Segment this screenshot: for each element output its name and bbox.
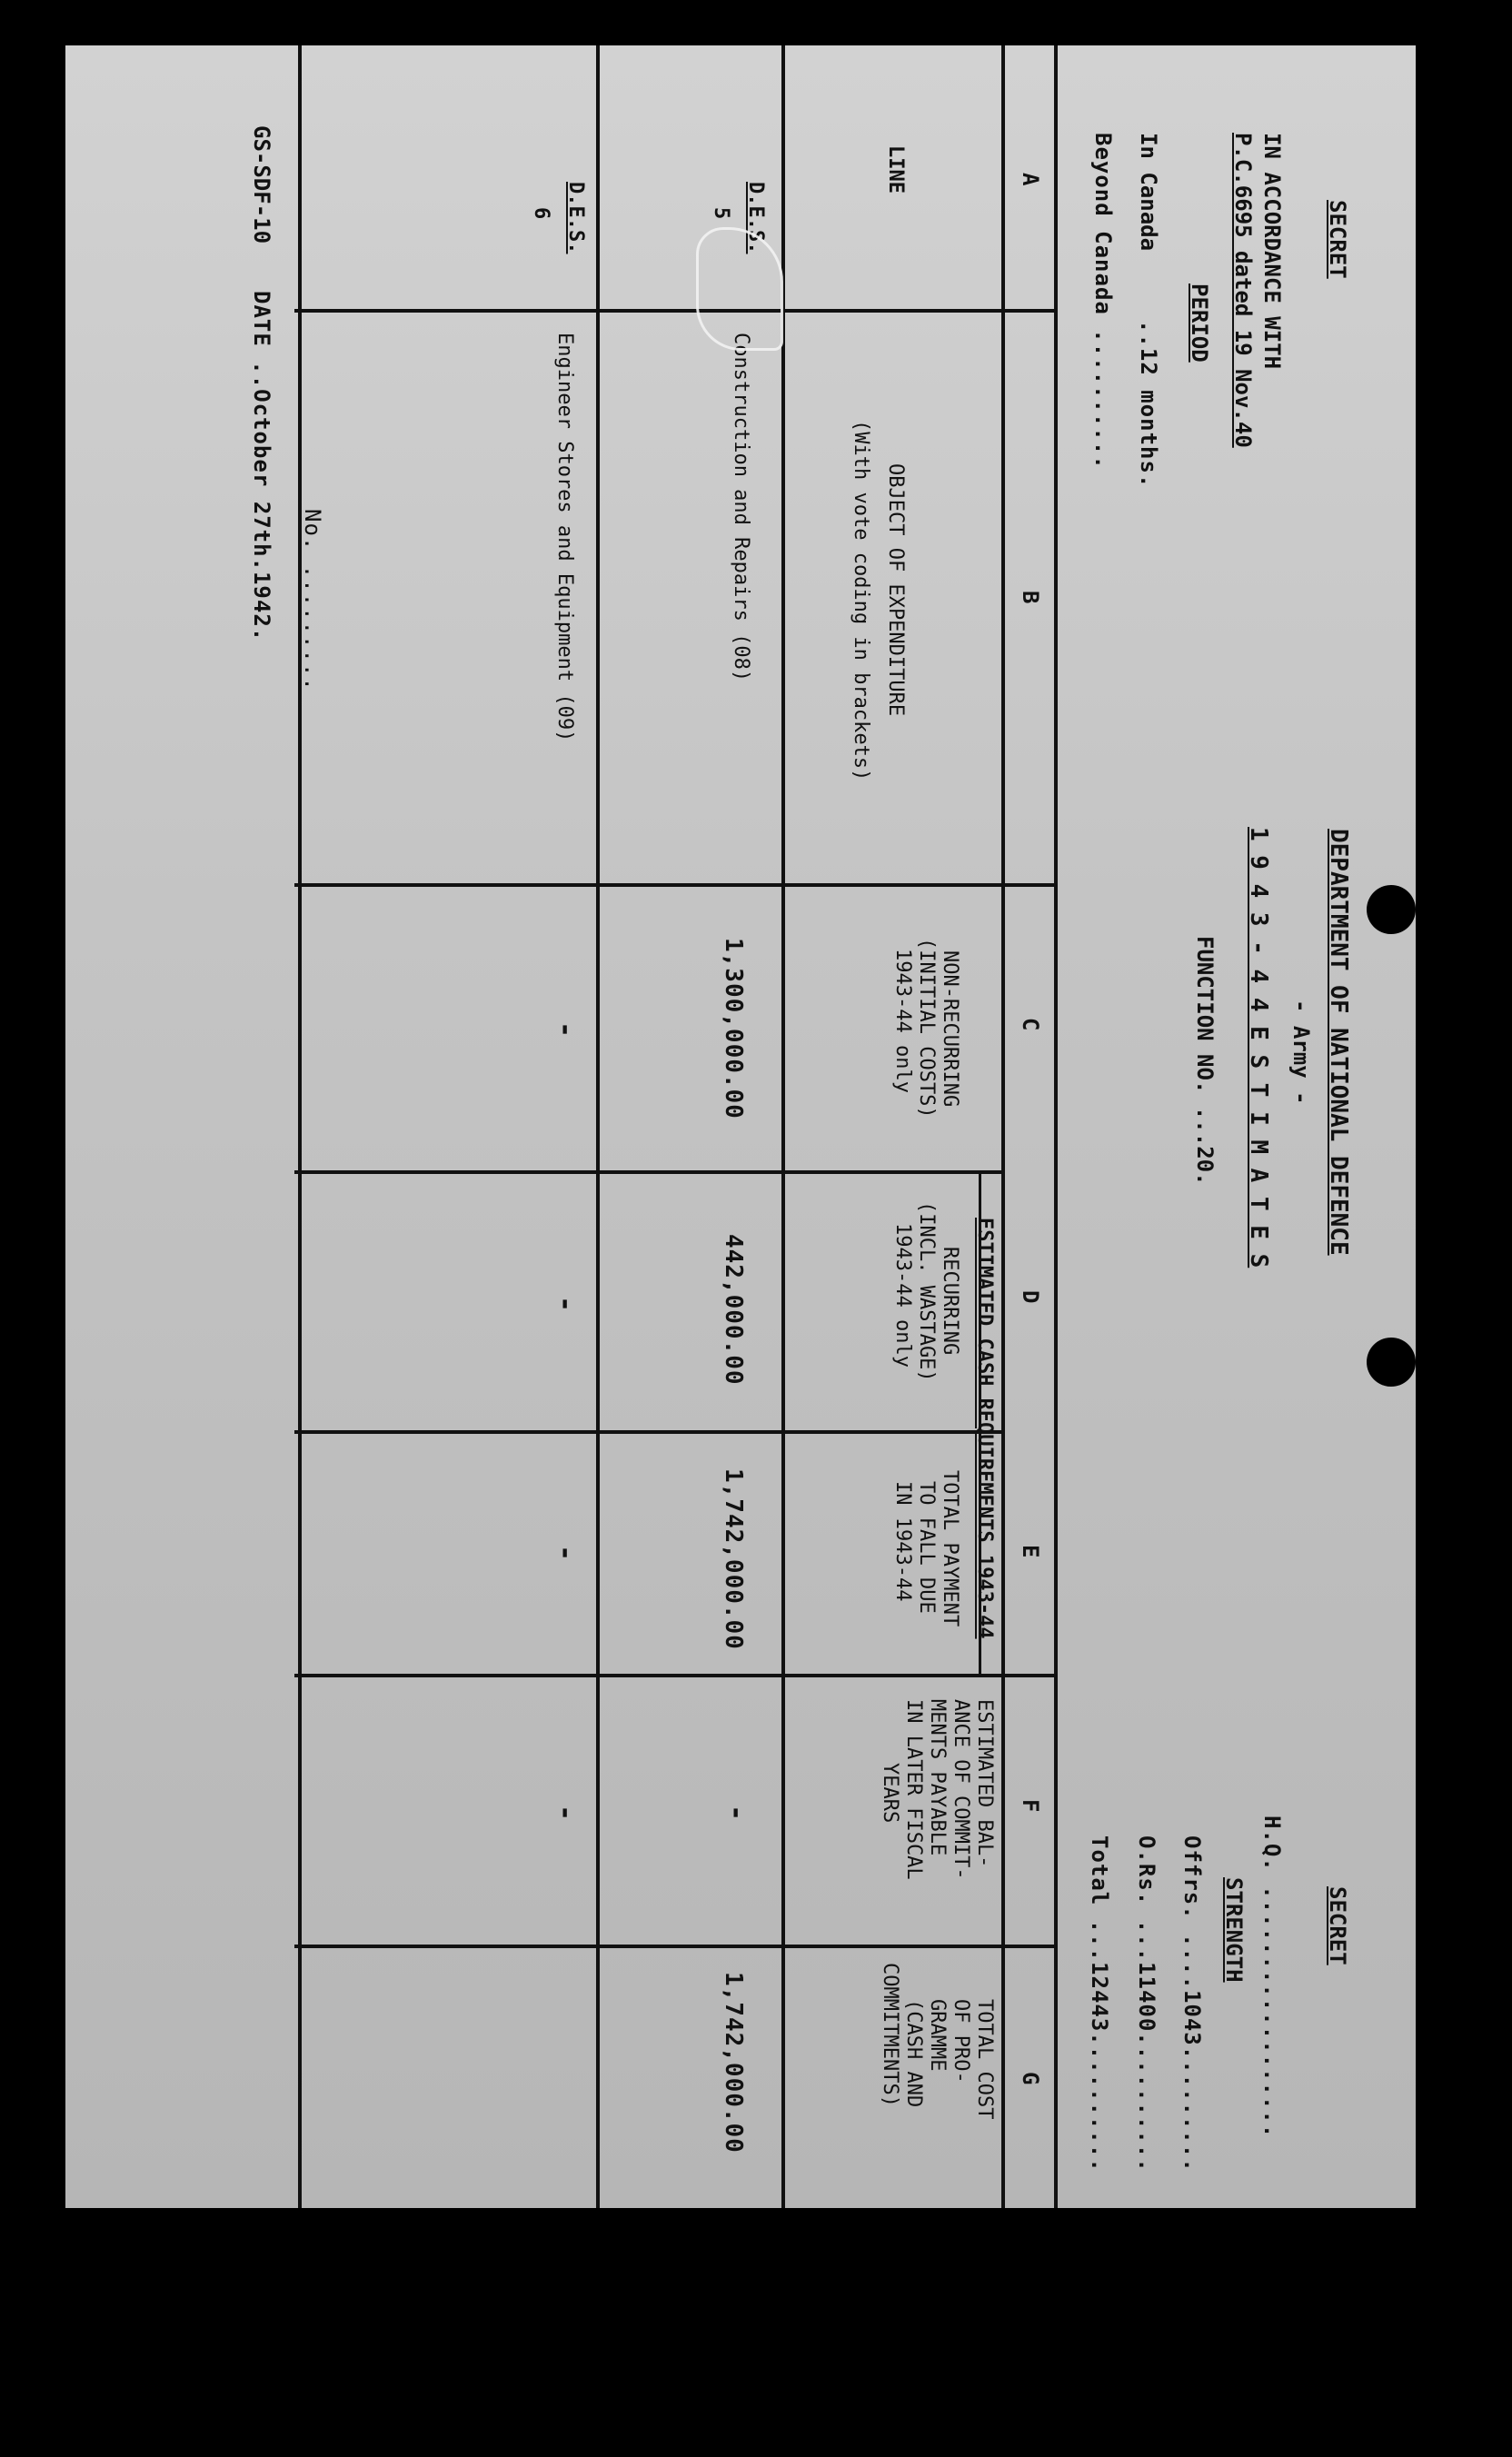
in-canada-value: ..12 months.	[1136, 320, 1161, 489]
row-total-cost: 1,742,000.00	[720, 1972, 747, 2154]
form-code: GS-SDF-10	[249, 125, 274, 244]
punch-hole-left	[1367, 885, 1416, 934]
strength-label: STRENGTH	[1221, 1877, 1247, 1983]
row-line-number: 6	[530, 207, 552, 220]
scanned-document-page	[65, 45, 1416, 2208]
ors-label: O.Rs. ...11400..........	[1134, 1835, 1159, 2173]
secret-label-left: SECRET	[1325, 200, 1350, 279]
punch-hole-right	[1367, 1338, 1416, 1387]
column-g-header-2: OF PRO-	[950, 1999, 972, 2084]
offrs-label: Offrs. ....1043.........	[1179, 1835, 1205, 2173]
period-label: PERIOD	[1187, 284, 1212, 363]
secret-label-right: SECRET	[1325, 1886, 1350, 1965]
column-f-header-5: YEARS	[879, 1763, 901, 1824]
row-non-recurring: 1,300,000.00	[720, 938, 747, 1119]
column-g-header-4: (CASH AND	[902, 1999, 925, 2108]
column-letter-c: C	[1018, 1018, 1043, 1031]
handwritten-ink-mark	[696, 227, 783, 351]
in-canada-label: In Canada	[1136, 133, 1161, 252]
row-balance: -	[550, 1805, 582, 1822]
estimates-title: 1 9 4 3 - 4 4 E S T I M A T E S	[1245, 827, 1272, 1268]
column-e-header-1: TOTAL PAYMENT	[939, 1470, 961, 1627]
row-line-number: 5	[710, 207, 732, 220]
column-c-header-3: 1943-44 only	[891, 949, 914, 1093]
column-f-header-4: IN LATER FISCAL	[902, 1699, 925, 1880]
column-d-header-3: 1943-44 only	[891, 1223, 914, 1368]
number-field: No. .........	[300, 509, 325, 691]
row-line-code: D.E.S.	[744, 182, 767, 254]
column-e-header-3: IN 1943-44	[891, 1481, 914, 1602]
row-balance: -	[721, 1805, 752, 1822]
hq-label: H.Q. ..................	[1259, 1815, 1285, 2139]
column-letter-g: G	[1018, 2072, 1043, 2085]
accordance-line-2: P.C.6695 dated 19 Nov.40	[1230, 133, 1256, 448]
column-c-header-2: (INITIAL COSTS)	[915, 938, 938, 1119]
column-a-header: LINE	[884, 145, 907, 194]
column-g-header-3: GRAMME	[926, 1999, 949, 2072]
column-e-header-2: TO FALL DUE	[915, 1481, 938, 1614]
column-g-header-5: COMMITMENTS)	[879, 1963, 901, 2107]
row-recurring: -	[550, 1296, 582, 1313]
column-b-header-2: (With vote coding in brackets)	[850, 420, 872, 781]
row-total-payment: -	[550, 1545, 582, 1562]
row-line-code: D.E.S.	[564, 182, 587, 254]
estimated-cash-header: ESTIMATED CASH REQUIREMENTS 1943-44	[973, 1218, 996, 1639]
column-f-header-3: MENTS PAYABLE	[926, 1699, 949, 1856]
column-letter-f: F	[1018, 1799, 1043, 1813]
row-total-payment: 1,742,000.00	[720, 1468, 747, 1650]
function-number: FUNCTION NO. ...20.	[1192, 936, 1218, 1186]
column-f-header-2: ANCE OF COMMIT-	[950, 1699, 972, 1880]
column-letter-a: A	[1018, 173, 1043, 186]
column-letter-e: E	[1018, 1545, 1043, 1558]
beyond-canada-label: Beyond Canada ..........	[1090, 133, 1116, 470]
date-field: DATE ..October 27th.1942.	[249, 291, 274, 642]
department-title: DEPARTMENT OF NATIONAL DEFENCE	[1325, 829, 1352, 1256]
column-letter-d: D	[1018, 1290, 1043, 1304]
column-g-header-1: TOTAL COST	[973, 1999, 996, 2120]
column-d-header-2: (INCL. WASTAGE)	[915, 1201, 938, 1382]
rotated-document	[65, 45, 1416, 2208]
accordance-line-1: IN ACCORDANCE WITH	[1259, 133, 1285, 370]
row-recurring: 442,000.00	[720, 1234, 747, 1386]
column-f-header-1: ESTIMATED BAL-	[973, 1699, 996, 1868]
column-letter-b: B	[1018, 591, 1043, 604]
column-d-header-1: RECURRING	[939, 1247, 961, 1356]
row-non-recurring: -	[550, 1021, 582, 1039]
row-object: Engineer Stores and Equipment (09)	[553, 333, 576, 742]
column-c-header-1: NON-RECURRING	[939, 950, 961, 1108]
total-label: Total ...12443..........	[1087, 1835, 1112, 2173]
column-b-header-1: OBJECT OF EXPENDITURE	[884, 463, 907, 717]
army-subtitle: - Army -	[1288, 1000, 1314, 1105]
row-object: Construction and Repairs (08)	[730, 333, 752, 682]
